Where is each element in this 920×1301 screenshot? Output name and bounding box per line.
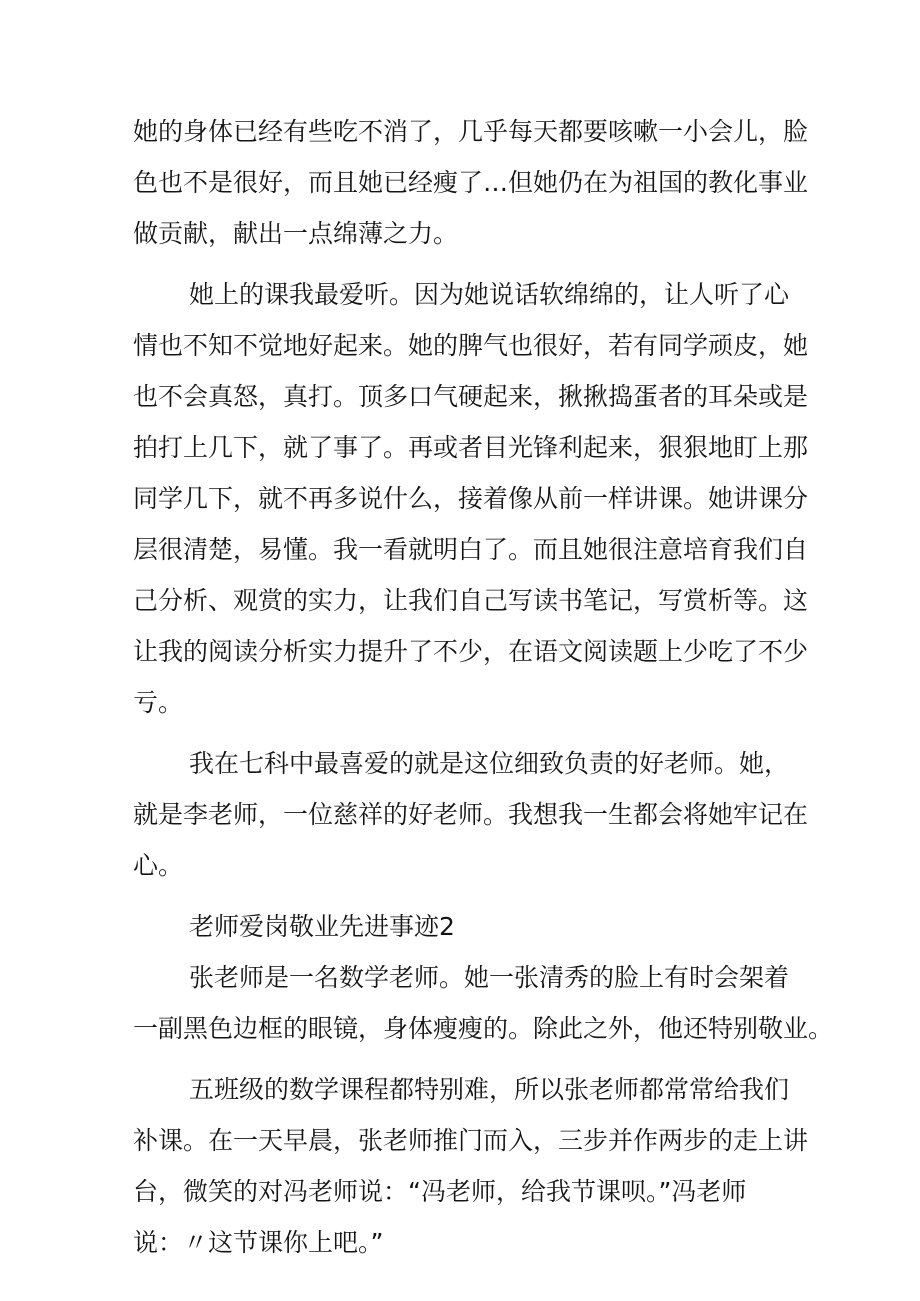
text-line: 层很清楚，易懂。我一看就明白了。而且她很注意培育我们自 [133, 535, 809, 564]
text-line: 拍打上几下，就了事了。再或者目光锋利起来，狠狠地盯上那 [133, 433, 809, 462]
text-line: 做贡献，献出一点绵薄之力。 [133, 219, 459, 248]
text-line: 台，微笑的对冯老师说：“冯老师，给我节课呗。”冯老师 [133, 1177, 747, 1206]
paragraph-2 [133, 269, 810, 728]
text-line: 我在七科中最喜爱的就是这位细致负责的好老师。她， [189, 749, 790, 778]
text-line: 色也不是很好，而且她已经瘦了…但她仍在为祖国的教化事业 [133, 168, 809, 197]
paragraph-4 [133, 952, 834, 1054]
text-line: 亏。 [133, 688, 184, 717]
text-line: 心。 [133, 851, 184, 880]
paragraph-5 [133, 1064, 810, 1268]
text-line: 情也不知不觉地好起来。她的脾气也很好，若有同学顽皮，她 [133, 331, 809, 360]
paragraph-3 [133, 738, 810, 891]
text-line: 她的身体已经有些吃不消了，几乎每天都要咳嗽一小会儿，脸 [133, 117, 809, 146]
text-line: 五班级的数学课程都特别难，所以张老师都常常给我们 [189, 1075, 790, 1104]
text-line: 让我的阅读分析实力提升了不少，在语文阅读题上少吃了不少 [133, 637, 809, 666]
text-line: 己分析、观赏的实力，让我们自己写读书笔记，写赏析等。这 [133, 586, 809, 615]
text-line: 同学几下，就不再多说什么，接着像从前一样讲课。她讲课分 [133, 484, 809, 513]
text-line: 补课。在一天早晨，张老师推门而入，三步并作两步的走上讲 [133, 1126, 809, 1155]
text-line: 她上的课我最爱听。因为她说话软绵绵的，让人听了心 [189, 280, 790, 309]
text-line: 一副黑色边框的眼镜，身体瘦瘦的。除此之外，他还特别敬业。 [133, 1014, 834, 1043]
text-line: 说：〃这节课你上吧。” [133, 1228, 384, 1257]
paragraph-1 [133, 106, 810, 259]
text-line: 也不会真怒，真打。顶多口气硬起来，揪揪捣蛋者的耳朵或是 [133, 382, 809, 411]
section-heading: 老师爱岗敬业先进事迹2 [189, 912, 455, 941]
text-line: 张老师是一名数学老师。她一张清秀的脸上有时会架着 [189, 963, 790, 992]
text-line: 就是李老师，一位慈祥的好老师。我想我一生都会将她牢记在 [133, 800, 809, 829]
